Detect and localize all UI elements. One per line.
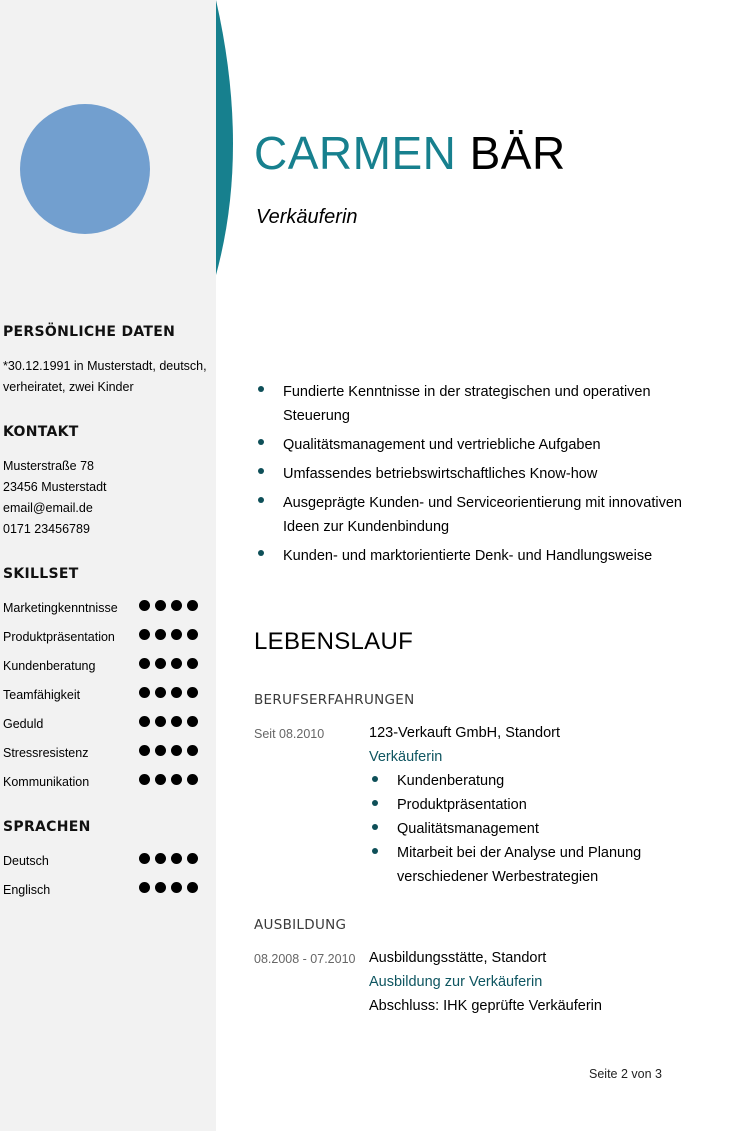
rating-dot-icon <box>187 716 198 727</box>
education-heading: AUSBILDUNG <box>254 917 347 933</box>
rating-dot-icon <box>155 658 166 669</box>
task-item: Mitarbeit bei der Analyse und Planung verschiedener Werbestrategien <box>369 841 667 889</box>
last-name: BÄR <box>469 127 566 179</box>
skill-row <box>3 600 208 629</box>
highlights-list <box>258 380 698 573</box>
rating-dot-icon <box>171 853 182 864</box>
rating-dot-icon <box>139 774 150 785</box>
highlight-item: Fundierte Kenntnisse in der strategischen und operativen Steuerung <box>258 380 698 428</box>
rating-dot-icon <box>155 687 166 698</box>
rating-dot-icon <box>155 629 166 640</box>
contact-section <box>3 424 208 540</box>
rating-dot-icon <box>187 658 198 669</box>
page-number: Seite 2 von 3 <box>589 1067 662 1081</box>
skill-rating <box>139 745 198 756</box>
skill-row <box>3 882 208 911</box>
rating-dot-icon <box>155 774 166 785</box>
bullet-icon <box>258 550 264 556</box>
bullet-icon <box>258 386 264 392</box>
experience-date: Seit 08.2010 <box>254 727 325 741</box>
skill-label: Marketingkenntnisse <box>3 601 118 615</box>
task-item: Produktpräsentation <box>369 793 709 817</box>
skill-rating <box>139 629 198 640</box>
skillset-section <box>3 566 208 803</box>
education-program: Ausbildung zur Verkäuferin <box>369 974 543 990</box>
skill-row <box>3 687 208 716</box>
cv-heading: LEBENSLAUF <box>254 628 414 655</box>
skill-label: Kommunikation <box>3 775 90 789</box>
skill-row <box>3 658 208 687</box>
rating-dot-icon <box>171 882 182 893</box>
rating-dot-icon <box>155 600 166 611</box>
skill-rating <box>139 882 198 893</box>
contact-email: email@email.de <box>3 501 93 515</box>
experience-entry <box>369 721 709 889</box>
bullet-icon <box>258 439 264 445</box>
bullet-icon <box>372 776 378 782</box>
skill-rating <box>139 774 198 785</box>
skill-label: Englisch <box>3 883 51 897</box>
skill-row <box>3 774 208 803</box>
rating-dot-icon <box>187 853 198 864</box>
candidate-name <box>254 126 566 180</box>
skill-label: Produktpräsentation <box>3 630 115 644</box>
experience-heading: BERUFSERFAHRUNGEN <box>254 692 415 708</box>
rating-dot-icon <box>171 774 182 785</box>
rating-dot-icon <box>187 600 198 611</box>
skill-row <box>3 745 208 774</box>
experience-role: Verkäuferin <box>369 749 443 765</box>
rating-dot-icon <box>187 687 198 698</box>
bullet-icon <box>372 800 378 806</box>
skill-rating <box>139 600 198 611</box>
contact-heading: KONTAKT <box>3 424 79 440</box>
skill-label: Kundenberatung <box>3 659 96 673</box>
skill-rating <box>139 687 198 698</box>
personal-line: verheiratet, zwei Kinder <box>3 380 134 394</box>
highlight-item: Qualitätsmanagement und vertriebliche Aufgaben <box>258 433 698 457</box>
highlight-item: Ausgeprägte Kunden- und Serviceorientierung mit innovativen Ideen zur Kundenbindung <box>258 491 698 539</box>
languages-heading: SPRACHEN <box>3 819 91 835</box>
profile-photo-placeholder <box>20 104 150 234</box>
rating-dot-icon <box>139 716 150 727</box>
personal-data-heading: PERSÖNLICHE DATEN <box>3 324 176 340</box>
rating-dot-icon <box>155 716 166 727</box>
rating-dot-icon <box>155 745 166 756</box>
rating-dot-icon <box>139 687 150 698</box>
contact-address: Musterstraße 78 <box>3 459 95 473</box>
skill-row <box>3 629 208 658</box>
skill-rating <box>139 658 198 669</box>
first-name: CARMEN <box>254 127 457 179</box>
rating-dot-icon <box>139 658 150 669</box>
education-institution: Ausbildungsstätte, Standort <box>369 950 547 966</box>
skill-rating <box>139 716 198 727</box>
highlight-item: Kunden- und marktorientierte Denk- und Handlungsweise <box>258 544 698 568</box>
rating-dot-icon <box>171 629 182 640</box>
rating-dot-icon <box>171 716 182 727</box>
rating-dot-icon <box>171 745 182 756</box>
task-item: Kundenberatung <box>369 769 709 793</box>
languages-section <box>3 819 208 911</box>
rating-dot-icon <box>139 629 150 640</box>
skill-rating <box>139 853 198 864</box>
rating-dot-icon <box>187 629 198 640</box>
job-title: Verkäuferin <box>256 206 358 228</box>
rating-dot-icon <box>187 745 198 756</box>
bullet-icon <box>258 497 264 503</box>
experience-company: 123-Verkauft GmbH, Standort <box>369 725 561 741</box>
rating-dot-icon <box>139 745 150 756</box>
rating-dot-icon <box>171 658 182 669</box>
experience-tasks <box>369 769 709 889</box>
task-item: Qualitätsmanagement <box>369 817 709 841</box>
rating-dot-icon <box>139 882 150 893</box>
rating-dot-icon <box>187 774 198 785</box>
rating-dot-icon <box>171 600 182 611</box>
bullet-icon <box>258 468 264 474</box>
highlight-item: Umfassendes betriebswirtschaftliches Know-how <box>258 462 698 486</box>
rating-dot-icon <box>155 853 166 864</box>
skill-label: Deutsch <box>3 854 49 868</box>
personal-line: *30.12.1991 in Musterstadt, deutsch, <box>3 359 207 373</box>
rating-dot-icon <box>139 600 150 611</box>
skill-row <box>3 716 208 745</box>
bullet-icon <box>372 848 378 854</box>
contact-city: 23456 Musterstadt <box>3 480 107 494</box>
skill-label: Teamfähigkeit <box>3 688 81 702</box>
skillset-heading: SKILLSET <box>3 566 79 582</box>
rating-dot-icon <box>139 853 150 864</box>
skill-row <box>3 853 208 882</box>
rating-dot-icon <box>155 882 166 893</box>
education-degree: Abschluss: IHK geprüfte Verkäuferin <box>369 998 602 1014</box>
education-date: 08.2008 - 07.2010 <box>254 952 356 966</box>
personal-data-section <box>3 324 208 398</box>
contact-phone: 0171 23456789 <box>3 522 90 536</box>
rating-dot-icon <box>187 882 198 893</box>
education-entry <box>369 946 709 1018</box>
rating-dot-icon <box>171 687 182 698</box>
skill-label: Geduld <box>3 717 44 731</box>
bullet-icon <box>372 824 378 830</box>
skill-label: Stressresistenz <box>3 746 89 760</box>
